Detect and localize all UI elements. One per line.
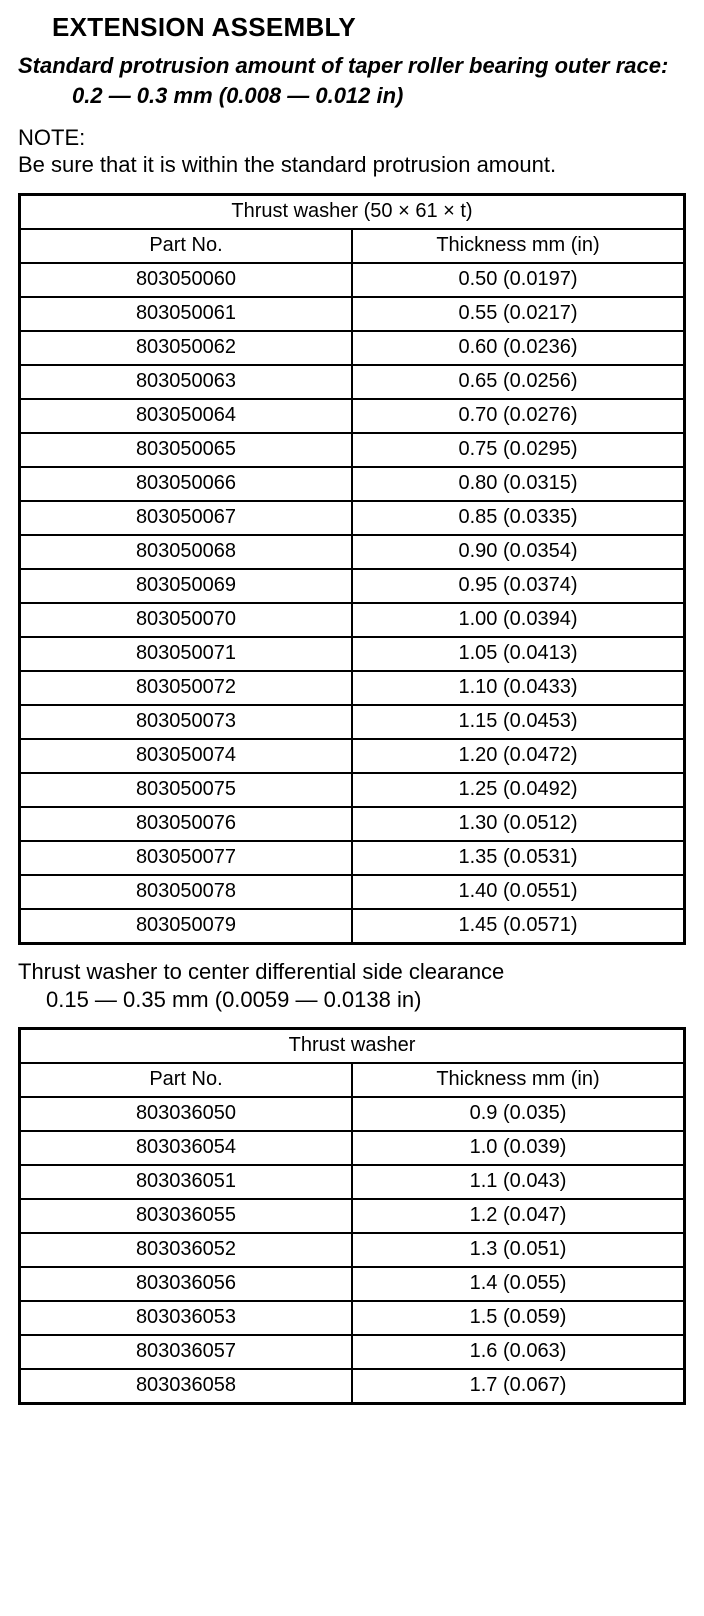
cell-part-no: 803050071 [20,637,353,671]
cell-thickness: 1.10 (0.0433) [352,671,685,705]
thrust-washer-table-2 [18,1027,686,1405]
cell-part-no: 803050061 [20,297,353,331]
table-row [20,399,685,433]
cell-thickness: 1.40 (0.0551) [352,875,685,909]
cell-part-no: 803050078 [20,875,353,909]
note-label: NOTE: [18,125,86,151]
cell-thickness: 0.95 (0.0374) [352,569,685,603]
table-row [20,1097,685,1131]
cell-part-no: 803050069 [20,569,353,603]
table-row [20,603,685,637]
cell-thickness: 0.9 (0.035) [352,1097,685,1131]
clearance-caption-line2: 0.15 — 0.35 mm (0.0059 — 0.0138 in) [46,986,422,1012]
table-row [20,501,685,535]
table-body-2 [20,1097,685,1404]
cell-thickness: 0.90 (0.0354) [352,535,685,569]
cell-thickness: 0.60 (0.0236) [352,331,685,365]
table-title-row [20,194,685,229]
thrust-washer-table-1 [18,193,686,945]
cell-part-no: 803050070 [20,603,353,637]
cell-part-no: 803050068 [20,535,353,569]
column-header-part-no: Part No. [20,1063,353,1097]
table-row [20,909,685,944]
table-header-row [20,1063,685,1097]
table-row [20,263,685,297]
cell-part-no: 803050063 [20,365,353,399]
cell-part-no: 803050066 [20,467,353,501]
table-row [20,1335,685,1369]
cell-thickness: 1.00 (0.0394) [352,603,685,637]
cell-thickness: 0.50 (0.0197) [352,263,685,297]
cell-part-no: 803050079 [20,909,353,944]
cell-thickness: 1.20 (0.0472) [352,739,685,773]
cell-thickness: 1.6 (0.063) [352,1335,685,1369]
cell-thickness: 1.5 (0.059) [352,1301,685,1335]
table-row [20,739,685,773]
cell-thickness: 1.2 (0.047) [352,1199,685,1233]
table-row [20,467,685,501]
cell-part-no: 803036056 [20,1267,353,1301]
table-row [20,569,685,603]
column-header-part-no: Part No. [20,229,353,263]
table-row [20,331,685,365]
cell-thickness: 0.80 (0.0315) [352,467,685,501]
table-row [20,1369,685,1404]
cell-part-no: 803036057 [20,1335,353,1369]
cell-part-no: 803036055 [20,1199,353,1233]
table-row [20,1301,685,1335]
table-row [20,1267,685,1301]
cell-part-no: 803036058 [20,1369,353,1404]
table-row [20,1233,685,1267]
cell-thickness: 1.25 (0.0492) [352,773,685,807]
cell-thickness: 1.1 (0.043) [352,1165,685,1199]
table-row [20,637,685,671]
cell-part-no: 803050065 [20,433,353,467]
cell-thickness: 1.0 (0.039) [352,1131,685,1165]
cell-thickness: 0.55 (0.0217) [352,297,685,331]
clearance-caption-line1: Thrust washer to center differential side clearance [18,958,505,984]
note-body: Be sure that it is within the standard protrusion amount. [18,152,557,178]
cell-thickness: 1.7 (0.067) [352,1369,685,1404]
column-header-thickness: Thickness mm (in) [352,1063,685,1097]
page-title: EXTENSION ASSEMBLY [52,12,356,42]
cell-thickness: 0.65 (0.0256) [352,365,685,399]
table-title-row [20,1028,685,1063]
spec-value: 0.2 — 0.3 mm (0.008 — 0.012 in) [72,83,404,109]
cell-part-no: 803036050 [20,1097,353,1131]
table-row [20,433,685,467]
cell-part-no: 803050064 [20,399,353,433]
table-title: Thrust washer [20,1028,685,1063]
table-row [20,875,685,909]
cell-thickness: 0.85 (0.0335) [352,501,685,535]
cell-thickness: 1.15 (0.0453) [352,705,685,739]
cell-part-no: 803036052 [20,1233,353,1267]
column-header-thickness: Thickness mm (in) [352,229,685,263]
cell-thickness: 1.35 (0.0531) [352,841,685,875]
table-row [20,535,685,569]
table-row [20,807,685,841]
cell-part-no: 803050076 [20,807,353,841]
cell-thickness: 1.45 (0.0571) [352,909,685,944]
table-row [20,1199,685,1233]
cell-part-no: 803050073 [20,705,353,739]
spec-heading: Standard protrusion amount of taper roller bearing outer race: [18,53,669,78]
cell-thickness: 1.3 (0.051) [352,1233,685,1267]
cell-part-no: 803050060 [20,263,353,297]
table-row [20,1131,685,1165]
cell-thickness: 1.05 (0.0413) [352,637,685,671]
table-row [20,365,685,399]
table-row [20,297,685,331]
cell-part-no: 803050074 [20,739,353,773]
cell-part-no: 803050077 [20,841,353,875]
cell-part-no: 803036053 [20,1301,353,1335]
cell-part-no: 803050072 [20,671,353,705]
table-row [20,1165,685,1199]
table-row [20,773,685,807]
cell-part-no: 803050067 [20,501,353,535]
table-row [20,671,685,705]
cell-part-no: 803050062 [20,331,353,365]
cell-thickness: 1.4 (0.055) [352,1267,685,1301]
table-row [20,705,685,739]
table-title: Thrust washer (50 × 61 × t) [20,194,685,229]
table-header-row [20,229,685,263]
cell-part-no: 803036054 [20,1131,353,1165]
cell-part-no: 803050075 [20,773,353,807]
table-row [20,841,685,875]
cell-part-no: 803036051 [20,1165,353,1199]
cell-thickness: 1.30 (0.0512) [352,807,685,841]
table-body-1 [20,263,685,944]
cell-thickness: 0.75 (0.0295) [352,433,685,467]
cell-thickness: 0.70 (0.0276) [352,399,685,433]
